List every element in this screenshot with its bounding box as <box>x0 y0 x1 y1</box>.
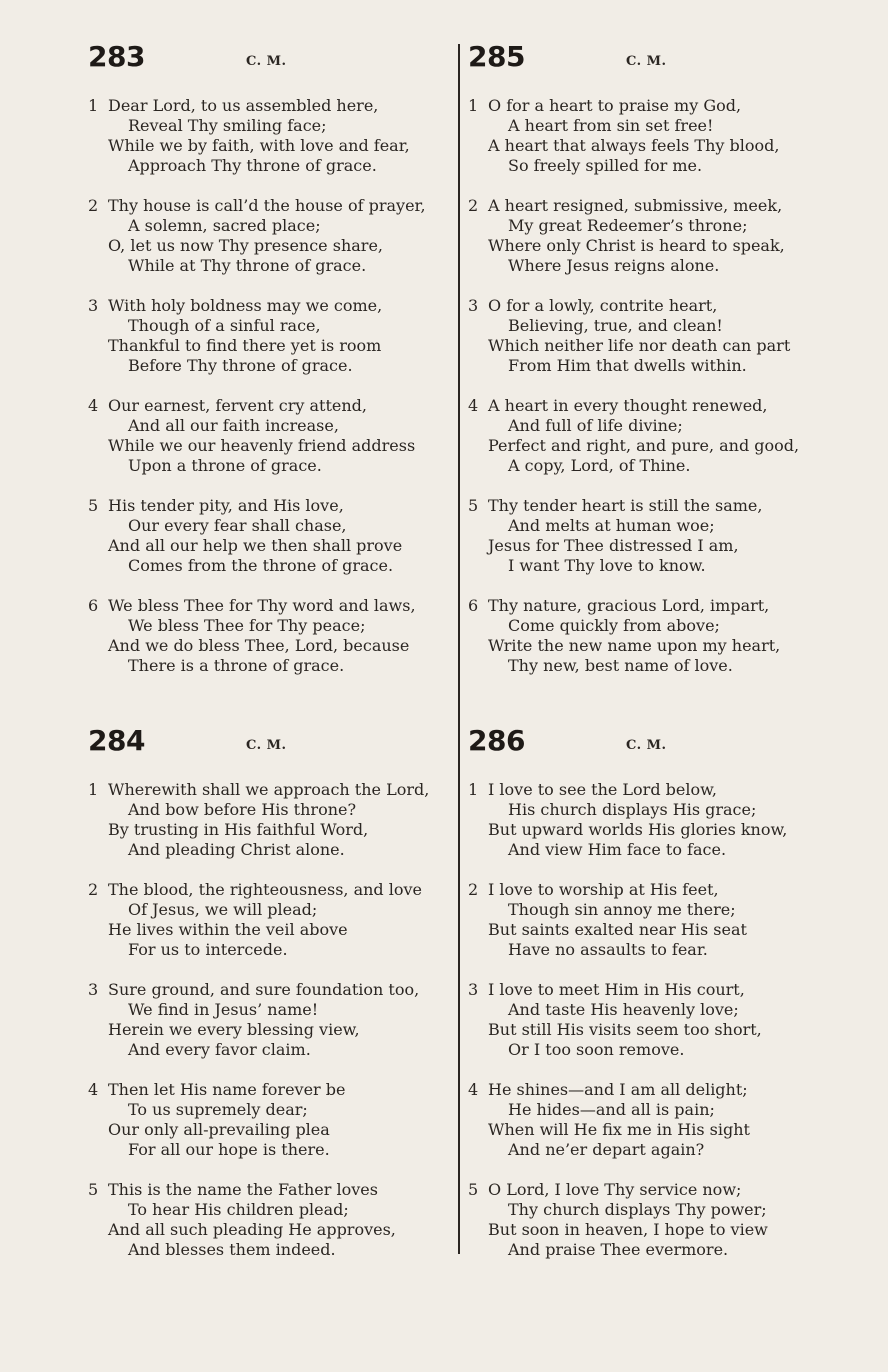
verse-line: Herein we every blessing view, <box>108 1020 360 1039</box>
verse-line: And praise Thee evermore. <box>508 1240 729 1259</box>
hymn-meter: C. M. <box>626 738 667 753</box>
verse-number: 4 <box>468 396 479 415</box>
verse-line: A solemn, sacred place; <box>128 216 321 235</box>
verse-line: And bow before His throne? <box>128 800 357 819</box>
verse-line: He shines—and I am all delight; <box>488 1080 748 1099</box>
verse-line: O for a lowly, contrite heart, <box>488 296 718 315</box>
verse-line: And melts at human woe; <box>508 516 715 535</box>
verse-line: A copy, Lord, of Thine. <box>508 456 691 475</box>
hymn-number: 284 <box>88 724 145 757</box>
verse-line: A heart in every thought renewed, <box>488 396 768 415</box>
verse-number: 1 <box>468 780 479 799</box>
verse-line: And all our help we then shall prove <box>108 536 403 555</box>
verse-line: For all our hope is there. <box>128 1140 330 1159</box>
verse-line: O for a heart to praise my God, <box>488 96 742 115</box>
verse <box>468 96 848 176</box>
verse-line: Thy church displays Thy power; <box>508 1200 767 1219</box>
verse <box>88 96 468 176</box>
verse <box>88 396 468 476</box>
verse-line: Our earnest, fervent cry attend, <box>108 396 367 415</box>
verse-line: Approach Thy throne of grace. <box>128 156 377 175</box>
verse-line: My great Redeemer’s throne; <box>508 216 748 235</box>
verse-line: We bless Thee for Thy word and laws, <box>108 596 416 615</box>
verse <box>468 880 848 960</box>
verse-number: 3 <box>468 296 479 315</box>
verse-line: Perfect and right, and pure, and good, <box>488 436 800 455</box>
verse <box>88 296 468 376</box>
verse-number: 3 <box>468 980 479 999</box>
verse <box>88 980 468 1060</box>
verse-number: 4 <box>88 396 99 415</box>
verse-line: Reveal Thy smiling face; <box>128 116 327 135</box>
verse-line: A heart resigned, submissive, meek, <box>488 196 783 215</box>
verse-line: Thy tender heart is still the same, <box>488 496 763 515</box>
verse-line: And view Him face to face. <box>508 840 727 859</box>
verse-number: 4 <box>88 1080 99 1099</box>
verse-line: And every favor claim. <box>128 1040 311 1059</box>
verse-line: Before Thy throne of grace. <box>128 356 353 375</box>
verse-number: 5 <box>88 1180 99 1199</box>
verse <box>88 1180 468 1260</box>
verse-line: And we do bless Thee, Lord, because <box>108 636 410 655</box>
verse-line: From Him that dwells within. <box>508 356 747 375</box>
verse-line: But upward worlds His glories know, <box>488 820 788 839</box>
verse-line: By trusting in His faithful Word, <box>108 820 369 839</box>
verse-line: While we our heavenly friend address <box>108 436 416 455</box>
verse <box>468 496 848 576</box>
hymn-283 <box>88 40 468 696</box>
verse-line: Where Jesus reigns alone. <box>508 256 720 275</box>
verse-line: His tender pity, and His love, <box>108 496 344 515</box>
verse-line: Thy nature, gracious Lord, impart, <box>488 596 770 615</box>
verse-line: O, let us now Thy presence share, <box>108 236 383 255</box>
verse-line: Jesus for Thee distressed I am, <box>488 536 739 555</box>
verse-line: When will He fix me in His sight <box>488 1120 750 1139</box>
verse-line: And pleading Christ alone. <box>128 840 345 859</box>
verse-number: 2 <box>88 880 99 899</box>
verse-number: 1 <box>468 96 479 115</box>
verse-line: So freely spilled for me. <box>508 156 703 175</box>
verse-number: 2 <box>468 196 479 215</box>
verse-line: Write the new name upon my heart, <box>488 636 781 655</box>
verse-line: Though of a sinful race, <box>128 316 321 335</box>
verse <box>88 496 468 576</box>
verse-number: 5 <box>468 496 479 515</box>
verse-line: He hides—and all is pain; <box>508 1100 715 1119</box>
verse-number: 2 <box>88 196 99 215</box>
verse <box>88 1080 468 1160</box>
verse-line: While we by faith, with love and fear, <box>108 136 410 155</box>
verse-line: And all such pleading He approves, <box>108 1220 396 1239</box>
verse <box>88 196 468 276</box>
verse <box>468 596 848 676</box>
verse-line: Have no assaults to fear. <box>508 940 708 959</box>
verse <box>468 1180 848 1260</box>
verse-number: 4 <box>468 1080 479 1099</box>
verse-line: I love to see the Lord below, <box>488 780 717 799</box>
verse-line: With holy boldness may we come, <box>108 296 383 315</box>
verse-line: Upon a throne of grace. <box>128 456 322 475</box>
verse-line: The blood, the righteousness, and love <box>108 880 423 899</box>
hymn-284 <box>88 724 468 1280</box>
verse-line: There is a throne of grace. <box>128 656 345 675</box>
verse-line: Where only Christ is heard to speak, <box>488 236 785 255</box>
verse-line: Our every fear shall chase, <box>128 516 347 535</box>
verse <box>468 396 848 476</box>
verse-line: But soon in heaven, I hope to view <box>488 1220 768 1239</box>
verse-line: To us supremely dear; <box>128 1100 308 1119</box>
verse-line: To hear His children plead; <box>128 1200 349 1219</box>
verse-line: A heart from sin set free! <box>508 116 714 135</box>
verse-line: Thy new, best name of love. <box>508 656 733 675</box>
verse-line: His church displays His grace; <box>508 800 757 819</box>
verse <box>468 296 848 376</box>
verse-number: 3 <box>88 296 99 315</box>
hymn-number: 286 <box>468 724 525 757</box>
hymn-header <box>88 40 468 96</box>
hymn-286 <box>468 724 848 1280</box>
verse-number: 6 <box>468 596 479 615</box>
verse-line: Come quickly from above; <box>508 616 720 635</box>
verse-line: Though sin annoy me there; <box>508 900 736 919</box>
verse-line: He lives within the veil above <box>108 920 348 939</box>
verse-number: 1 <box>88 780 99 799</box>
hymn-header <box>88 724 468 780</box>
verse <box>88 880 468 960</box>
verse-line: And full of life divine; <box>508 416 683 435</box>
verse-line: Of Jesus, we will plead; <box>128 900 318 919</box>
verse <box>468 196 848 276</box>
verse <box>468 1080 848 1160</box>
hymn-meter: C. M. <box>246 54 287 69</box>
verse-line: Our only all-prevailing plea <box>108 1120 330 1139</box>
verse <box>88 780 468 860</box>
verse-line: But still His visits seem too short, <box>488 1020 762 1039</box>
verse-line: And all our faith increase, <box>128 416 339 435</box>
verse-line: Thankful to find there yet is room <box>108 336 382 355</box>
verse-line: I want Thy love to know. <box>508 556 706 575</box>
verse-line: This is the name the Father loves <box>108 1180 378 1199</box>
hymn-number: 285 <box>468 40 525 73</box>
verse-line: I love to meet Him in His court, <box>488 980 745 999</box>
verse-line: Which neither life nor death can part <box>488 336 791 355</box>
verse-line: We find in Jesus’ name! <box>128 1000 319 1019</box>
verse-line: Believing, true, and clean! <box>508 316 723 335</box>
hymn-number: 283 <box>88 40 145 73</box>
verse-number: 5 <box>88 496 99 515</box>
verse-line: Or I too soon remove. <box>508 1040 685 1059</box>
verse-line: I love to worship at His feet, <box>488 880 719 899</box>
verse <box>88 596 468 676</box>
hymn-meter: C. M. <box>626 54 667 69</box>
verse-number: 5 <box>468 1180 479 1199</box>
hymn-header <box>468 40 848 96</box>
verse-line: Then let His name forever be <box>108 1080 346 1099</box>
verse-line: A heart that always feels Thy blood, <box>488 136 780 155</box>
verse-line: Thy house is call’d the house of prayer, <box>108 196 426 215</box>
verse-number: 6 <box>88 596 99 615</box>
verse-line: And ne’er depart again? <box>508 1140 705 1159</box>
verse-line: O Lord, I love Thy service now; <box>488 1180 742 1199</box>
verse-line: And taste His heavenly love; <box>508 1000 739 1019</box>
hymn-285 <box>468 40 848 696</box>
verse-line: For us to intercede. <box>128 940 288 959</box>
verse-line: Dear Lord, to us assembled here, <box>108 96 379 115</box>
verse-line: And blesses them indeed. <box>128 1240 336 1259</box>
verse-line: We bless Thee for Thy peace; <box>128 616 366 635</box>
verse-line: But saints exalted near His seat <box>488 920 747 939</box>
verse-number: 3 <box>88 980 99 999</box>
verse-number: 2 <box>468 880 479 899</box>
hymn-meter: C. M. <box>246 738 287 753</box>
verse-line: Wherewith shall we approach the Lord, <box>108 780 430 799</box>
verse <box>468 980 848 1060</box>
verse-line: Sure ground, and sure foundation too, <box>108 980 420 999</box>
hymn-header <box>468 724 848 780</box>
verse <box>468 780 848 860</box>
verse-line: While at Thy throne of grace. <box>128 256 367 275</box>
verse-line: Comes from the throne of grace. <box>128 556 394 575</box>
verse-number: 1 <box>88 96 99 115</box>
